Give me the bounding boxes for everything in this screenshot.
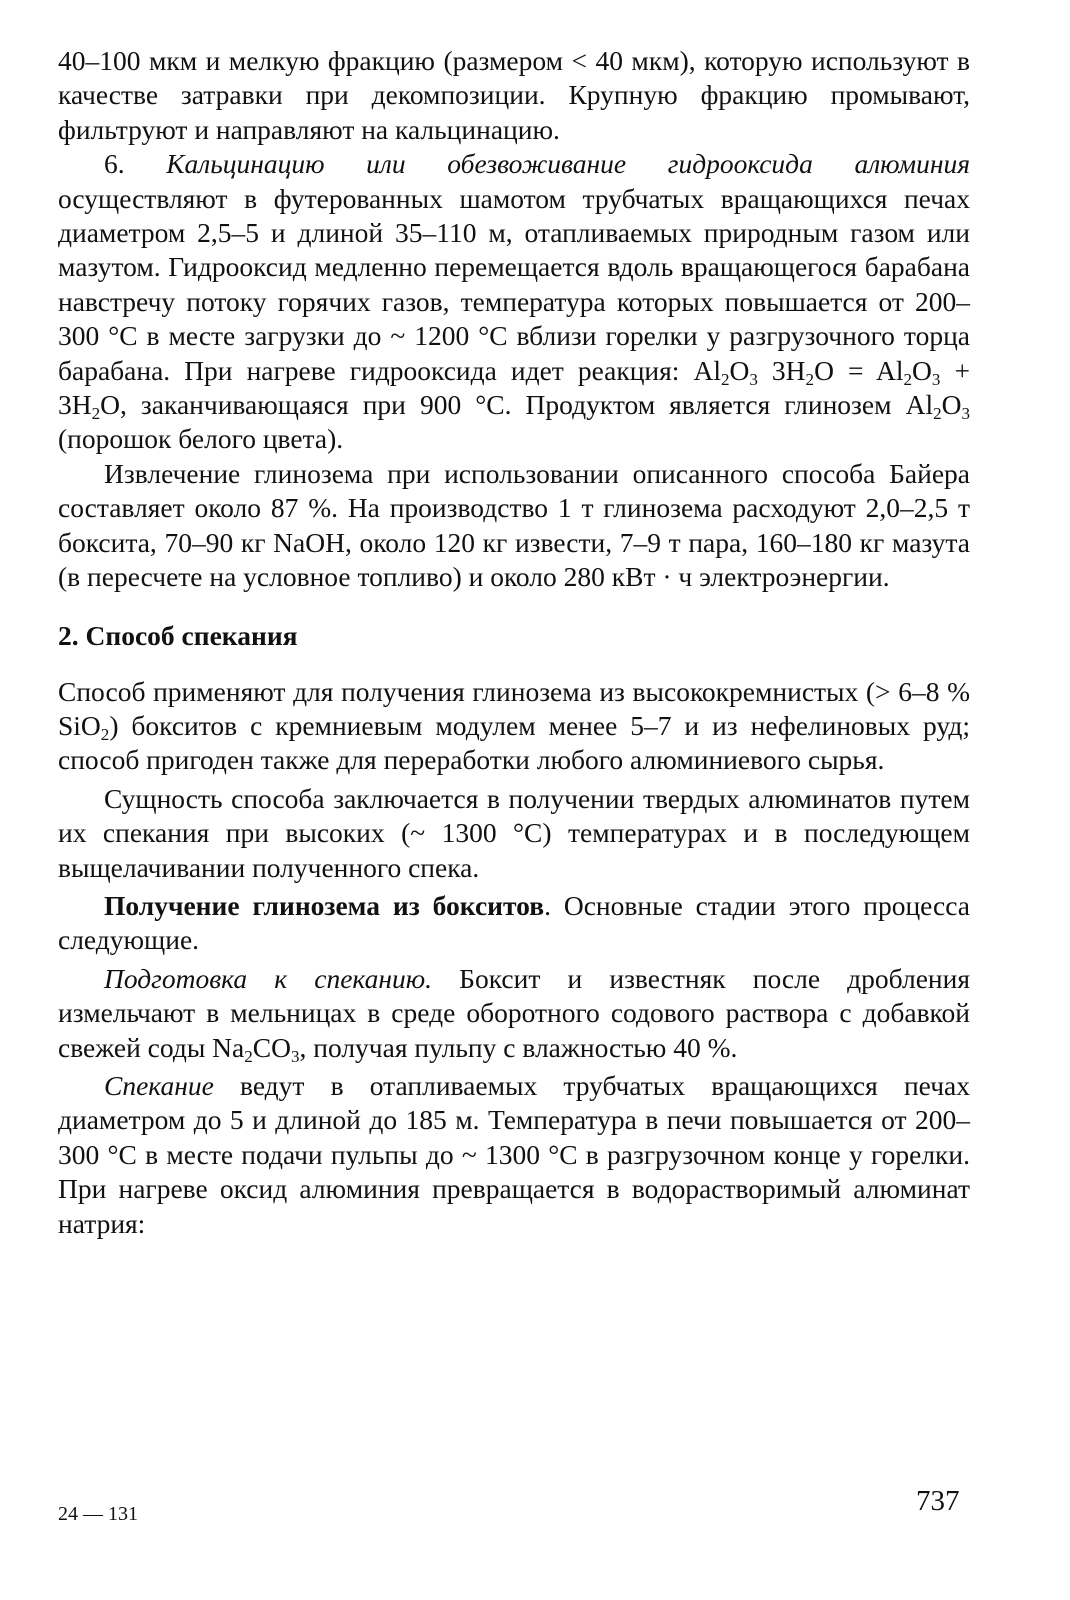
paragraph-calcination bbox=[58, 147, 970, 457]
subscript: 2 bbox=[903, 369, 913, 389]
calcination-title: Кальцинацию или обезвоживание гидрооксида алюминия bbox=[166, 148, 971, 180]
text-run: O = Al bbox=[814, 354, 904, 386]
subscript: 2 bbox=[720, 369, 730, 389]
bold-run: Получение глинозема из бокситов bbox=[104, 889, 545, 921]
text-run: (порошок белого цвета). bbox=[58, 423, 344, 455]
text-run: O bbox=[912, 354, 932, 386]
text-run: O, заканчивающаяся при 900 °С. Продуктом является глинозем Al bbox=[100, 389, 934, 421]
text-run: O bbox=[729, 354, 750, 386]
subscript: 3 bbox=[290, 1046, 300, 1066]
text-run: O bbox=[941, 389, 962, 421]
text-run: Боксит и известняк после дробления измельчают в мельницах в среде оборотного содового раствора с добавкой свежей соды Na bbox=[58, 962, 970, 1063]
section-heading: 2. Способ спекания bbox=[58, 619, 298, 651]
subscript: 3 bbox=[961, 403, 970, 423]
subscript: 2 bbox=[933, 403, 942, 423]
page-body bbox=[58, 44, 970, 1241]
italic-run: Подготовка к спеканию. bbox=[104, 962, 433, 994]
signature-mark: 24 — 131 bbox=[58, 1503, 138, 1525]
paragraph-fraction-continuation: 40–100 мкм и мелкую фракцию (размером < 40 мкм), которую используют в качестве затравки при декомпозиции. Крупную фракцию промывают, фильтруют и направляют на кальцинацию. bbox=[58, 45, 970, 145]
subscript: 2 bbox=[244, 1046, 253, 1066]
paragraph-sinter-preparation bbox=[58, 962, 970, 1065]
item-number: 6. bbox=[104, 148, 125, 180]
subscript: 2 bbox=[805, 369, 815, 389]
paragraph-sintering bbox=[58, 1069, 970, 1241]
text-run: , получая пульпу с влажностью 40 %. bbox=[299, 1031, 738, 1063]
paragraph-bauxite-alumina bbox=[58, 889, 970, 958]
subscript: 3 bbox=[749, 369, 758, 389]
subscript: 2 bbox=[91, 403, 101, 423]
paragraph-method-essence: Сущность способа заключается в получении твердых алюминатов путем их спекания при высоких (~ 1300 °С) температурах и в последующем выщелачивании полученного спека. bbox=[58, 782, 970, 883]
text-run: ) бокситов с кремниевым модулем менее 5–7 и из нефелиновых руд; способ пригоден также для переработки любого алюминиевого сырья. bbox=[58, 709, 970, 776]
page-number: 737 bbox=[916, 1485, 960, 1517]
text-run: . Основные стадии этого процесса следующие. bbox=[58, 889, 971, 956]
text-run: ведут в отапливаемых трубчатых вращающихся печах диаметром до 5 и длиной до 185 м. Температура в печи повышается от 200–300 °С в месте подачи пульпы до ~ 1300 °С в разгрузочном конце у горелки. При нагреве оксид алюминия превращается в водорастворимый алюминат натрия: bbox=[58, 1069, 970, 1239]
text-run: 3H bbox=[757, 354, 806, 386]
text-run: осуществляют в футерованных шамотом трубчатых вращающихся печах диаметром 2,5–5 и длиной 35–110 м, отапливаемых природным газом или мазутом. Гидрооксид медленно перемещается вдоль вращающегося барабана навстречу потоку горячих газов, температура которых повышается от 200–300 °С в месте загрузки до ~ 1200 °С вблизи горелки у разгрузочного торца барабана. При нагреве гидрооксида идет реакция: Al bbox=[58, 182, 970, 386]
italic-run: Спекание bbox=[104, 1069, 214, 1101]
text-run: + 3H bbox=[58, 354, 970, 421]
paragraph-extraction-yield: Извлечение глинозема при использовании описанного способа Байера составляет около 87 %. На производство 1 т глинозема расходуют 2,0–2,5 т боксита, 70–90 кг NaOH, около 120 кг извести, 7–9 т пара, 160–180 кг мазута (в пересчете на условное топливо) и около 280 кВт · ч электроэнергии. bbox=[58, 457, 970, 593]
paragraph-sintering-method bbox=[58, 675, 970, 778]
subscript: 3 bbox=[931, 369, 941, 389]
subscript: 2 bbox=[100, 724, 110, 744]
text-run: CO bbox=[252, 1031, 291, 1063]
text-run: Способ применяют для получения глинозема из высококремнистых (> 6–8 % SiO bbox=[58, 675, 970, 741]
